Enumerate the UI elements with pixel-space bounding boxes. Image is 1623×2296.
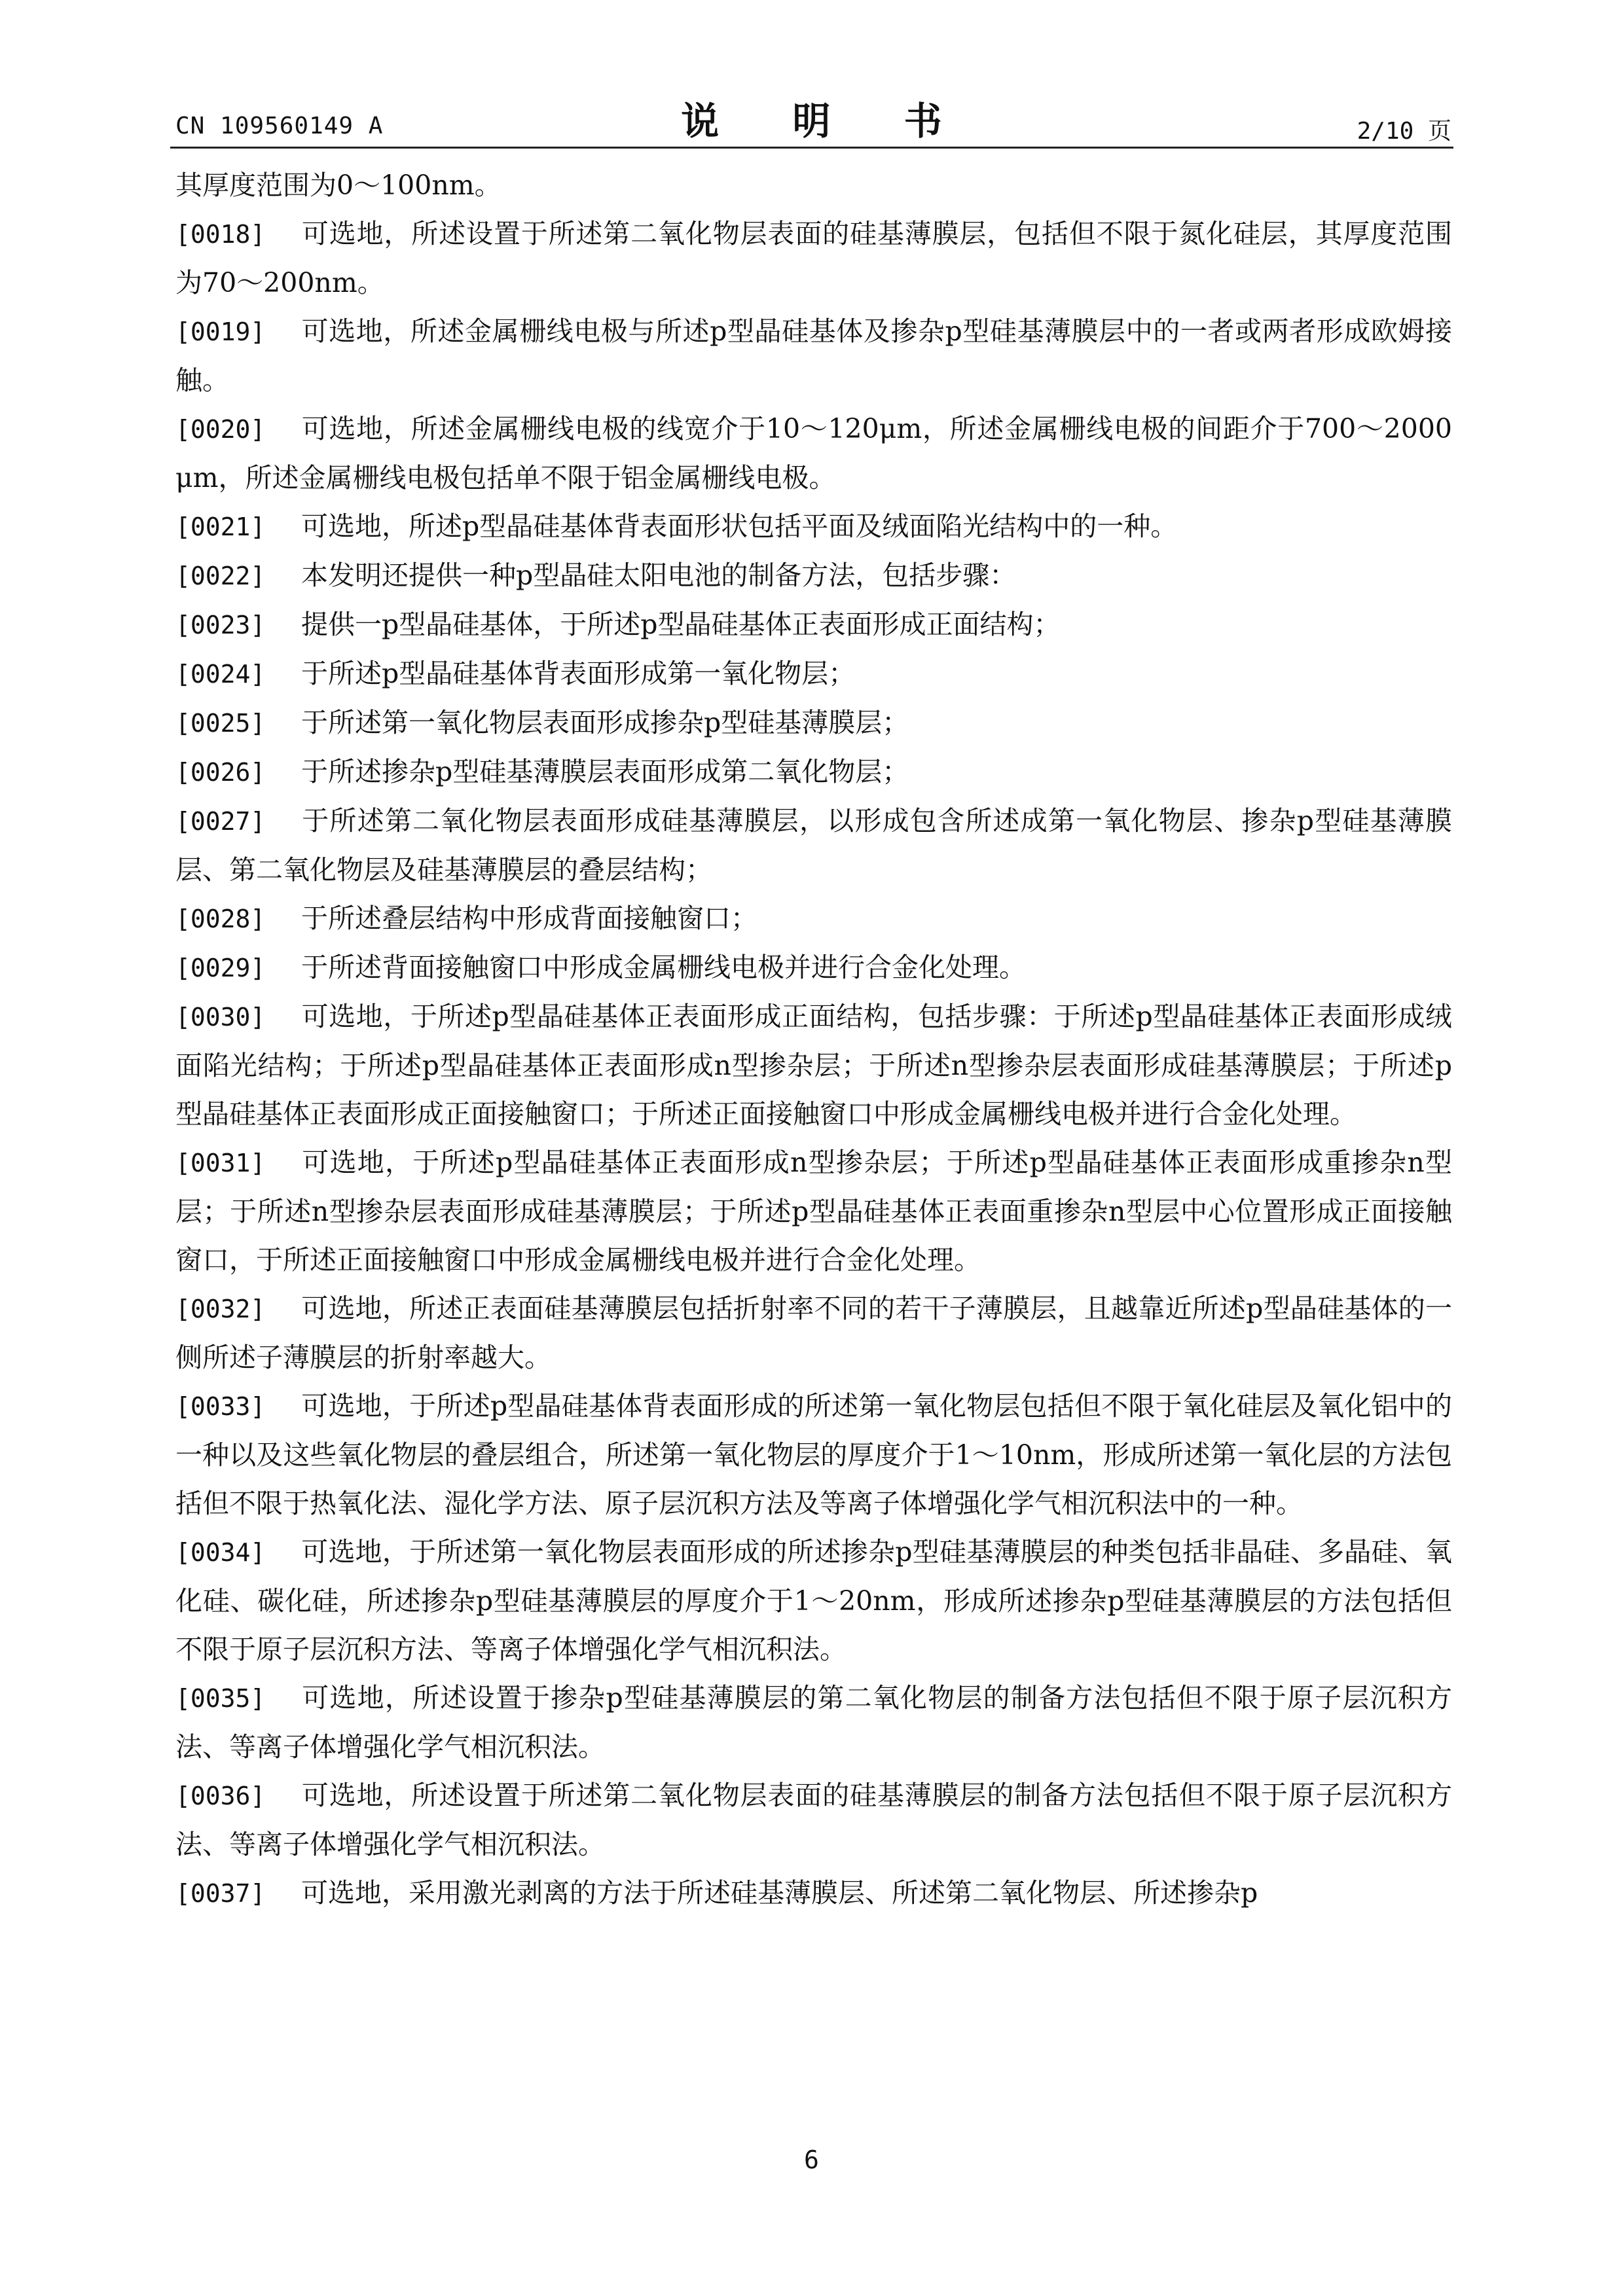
paragraph-number: [0031]	[175, 1149, 266, 1177]
paragraph-text: 可选地，于所述p型晶硅基体背表面形成的所述第一氧化物层包括但不限于氧化硅层及氧化铝中的一种以及这些氧化物层的叠层组合，所述第一氧化物层的厚度介于1～10nm，形成所述第一氧化层的方法包括但不限于热氧化法、湿化学方法、原子层沉积方法及等离子体增强化学气相沉积法中的一种。	[175, 1390, 1452, 1519]
document-body	[175, 161, 1452, 1918]
paragraph-number: [0034]	[175, 1538, 266, 1567]
paragraph-text: 于所述叠层结构中形成背面接触窗口；	[301, 903, 757, 934]
paragraph-number: [0021]	[175, 512, 266, 541]
paragraph-number: [0030]	[175, 1003, 266, 1031]
paragraph-number: [0028]	[175, 905, 266, 933]
paragraph-text: 可选地，所述金属栅线电极与所述p型晶硅基体及掺杂p型硅基薄膜层中的一者或两者形成欧姆接触。	[175, 315, 1452, 396]
page-header	[0, 0, 1623, 151]
paragraph-number: [0022]	[175, 562, 266, 590]
paragraph-text: 可选地，所述正表面硅基薄膜层包括折射率不同的若干子薄膜层，且越靠近所述p型晶硅基体的一侧所述子薄膜层的折射率越大。	[175, 1293, 1452, 1373]
paragraph	[175, 747, 1452, 797]
paragraph-text: 于所述p型晶硅基体背表面形成第一氧化物层；	[301, 658, 856, 689]
paragraph-text: 可选地，所述设置于所述第二氧化物层表面的硅基薄膜层，包括但不限于氮化硅层，其厚度范围为70～200nm。	[175, 218, 1452, 298]
page-count: 2/10 页	[1357, 118, 1451, 145]
paragraph	[175, 600, 1452, 649]
paragraph	[175, 1284, 1452, 1382]
paragraph-text: 可选地，采用激光剥离的方法于所述硅基薄膜层、所述第二氧化物层、所述掺杂p	[301, 1877, 1258, 1909]
paragraph	[175, 698, 1452, 747]
paragraph	[175, 649, 1452, 698]
paragraph	[175, 404, 1452, 502]
paragraph-number: [0025]	[175, 709, 266, 738]
paragraph-number: [0026]	[175, 758, 266, 787]
paragraph-number: [0033]	[175, 1392, 266, 1421]
paragraph-number: [0020]	[175, 415, 266, 444]
paragraph-text: 于所述第一氧化物层表面形成掺杂p型硅基薄膜层；	[301, 707, 909, 738]
paragraph-number: [0018]	[175, 220, 266, 249]
paragraph-number: [0035]	[175, 1684, 266, 1713]
paragraph	[175, 1674, 1452, 1771]
paragraph-text: 可选地，于所述p型晶硅基体正表面形成n型掺杂层；于所述p型晶硅基体正表面形成重掺杂n型层；于所述n型掺杂层表面形成硅基薄膜层；于所述p型晶硅基体正表面重掺杂n型层中心位置形成正面接触窗口，于所述正面接触窗口中形成金属栅线电极并进行合金化处理。	[175, 1147, 1452, 1276]
paragraph	[175, 1528, 1452, 1674]
paragraph	[175, 894, 1452, 943]
paragraph-text: 可选地，所述设置于所述第二氧化物层表面的硅基薄膜层的制备方法包括但不限于原子层沉积方法、等离子体增强化学气相沉积法。	[175, 1780, 1452, 1860]
paragraph	[175, 551, 1452, 600]
paragraph	[175, 1138, 1452, 1284]
paragraph-number: [0019]	[175, 317, 266, 346]
paragraph	[175, 1771, 1452, 1869]
paragraph-number: [0027]	[175, 807, 266, 836]
paragraph-text: 于所述第二氧化物层表面形成硅基薄膜层，以形成包含所述成第一氧化物层、掺杂p型硅基薄膜层、第二氧化物层及硅基薄膜层的叠层结构；	[175, 805, 1452, 886]
paragraph	[175, 209, 1452, 307]
publication-number: CN 109560149 A	[175, 113, 384, 139]
paragraph-text: 提供一p型晶硅基体，于所述p型晶硅基体正表面形成正面结构；	[301, 609, 1061, 640]
paragraph	[175, 1869, 1452, 1918]
paragraph	[175, 797, 1452, 894]
paragraph-text: 可选地，所述金属栅线电极的线宽介于10～120μm，所述金属栅线电极的间距介于700～2000μm，所述金属栅线电极包括单不限于铝金属栅线电极。	[175, 413, 1452, 493]
paragraph	[175, 161, 1452, 209]
paragraph	[175, 307, 1452, 404]
paragraph	[175, 1382, 1452, 1528]
document-title: 说 明 书	[681, 99, 972, 143]
paragraph-text: 可选地，于所述第一氧化物层表面形成的所述掺杂p型硅基薄膜层的种类包括非晶硅、多晶硅、氧化硅、碳化硅，所述掺杂p型硅基薄膜层的厚度介于1～20nm，形成所述掺杂p型硅基薄膜层的方法包括但不限于原子层沉积方法、等离子体增强化学气相沉积法。	[175, 1536, 1452, 1665]
paragraph-text: 于所述背面接触窗口中形成金属栅线电极并进行合金化处理。	[301, 952, 1026, 983]
paragraph-text: 其厚度范围为0～100nm。	[175, 170, 501, 201]
paragraph	[175, 943, 1452, 992]
header-divider	[170, 147, 1453, 149]
page-number: 6	[804, 2145, 819, 2174]
paragraph-text: 可选地，所述设置于掺杂p型硅基薄膜层的第二氧化物层的制备方法包括但不限于原子层沉积方法、等离子体增强化学气相沉积法。	[175, 1682, 1452, 1763]
paragraph-number: [0029]	[175, 954, 266, 982]
paragraph	[175, 992, 1452, 1138]
paragraph-number: [0037]	[175, 1879, 266, 1908]
paragraph-text: 本发明还提供一种p型晶硅太阳电池的制备方法，包括步骤：	[301, 560, 1017, 591]
paragraph-text: 可选地，所述p型晶硅基体背表面形状包括平面及绒面陷光结构中的一种。	[301, 511, 1178, 542]
paragraph-text: 可选地，于所述p型晶硅基体正表面形成正面结构，包括步骤：于所述p型晶硅基体正表面形成绒面陷光结构；于所述p型晶硅基体正表面形成n型掺杂层；于所述n型掺杂层表面形成硅基薄膜层；于所述p型晶硅基体正表面形成正面接触窗口；于所述正面接触窗口中形成金属栅线电极并进行合金化处理。	[175, 1001, 1452, 1130]
paragraph-number: [0032]	[175, 1295, 266, 1323]
paragraph-number: [0024]	[175, 660, 266, 689]
paragraph-number: [0023]	[175, 611, 266, 639]
paragraph-number: [0036]	[175, 1782, 266, 1810]
paragraph-text: 于所述掺杂p型硅基薄膜层表面形成第二氧化物层；	[301, 756, 909, 787]
paragraph	[175, 502, 1452, 551]
